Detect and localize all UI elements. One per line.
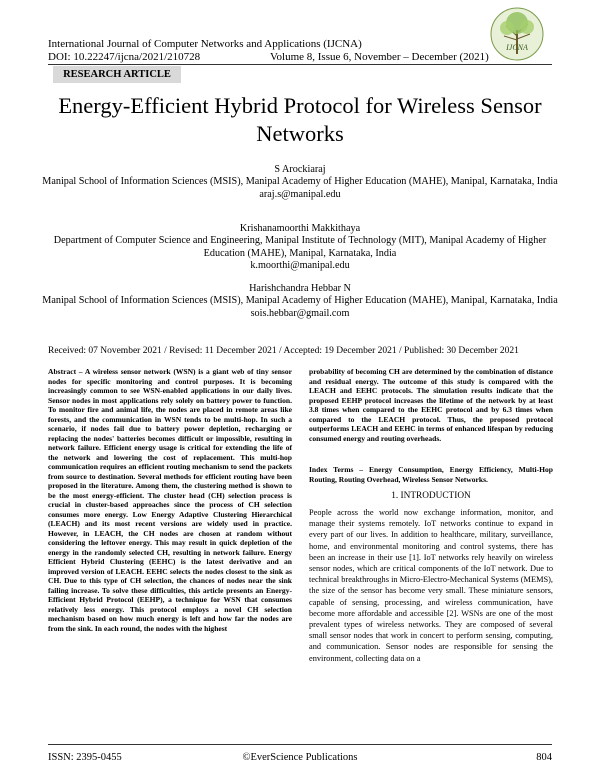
author-name: S Arockiaraj xyxy=(274,164,326,175)
footer-issn: ISSN: 2395-0455 xyxy=(48,752,122,763)
author-email[interactable]: k.moorthi@manipal.edu xyxy=(250,260,350,272)
publication-dates: Received: 07 November 2021 / Revised: 11 December 2021 / Accepted: 19 December 2021 / Published: 30 December 2021 xyxy=(48,346,519,356)
doi: DOI: 10.22247/ijcna/2021/210728 xyxy=(48,51,201,63)
abstract-left-column: Abstract – A wireless sensor network (WSN) is a giant web of tiny sensor nodes for specific monitoring and control purposes. It is becoming increasingly common to see WSN-enabled applications in our daily lives. Sensor nodes in most applications rely solely on battery power to function. To monitor fire and animal life, the nodes are placed in remote areas like forests, and the communication in WSN tends to be multi-hop. In such a scenario, if nodes fail due to battery power depletion, recharging or replacing the nodes' batteries becomes difficult or impossible, resulting in network failure. Efficient energy usage is critical for extending the life of the network and lowering the cost of replacement. This multi-hop communication requires an efficient routing mechanism to send the packets from source to destination. Several methods for efficient routing have been proposed in the literature. Among them, the clustering method is shown to be the most energy-efficient. The cluster head (CH) selection process is crucial in cluster-based approaches since the process of CH selection consumes more energy. Low Energy Adaptive Clustering Hierarchical (LEACH) and its most recent versions are widely used in practice. However, in LEACH, the CH nodes are chosen at random without considering the leftover energy. This may result in quick depletion of the energy in the randomly selected CH, resulting in network failure. Energy Efficient Hybrid Clustering (EEHC) is the latest derivative and an improved version of LEACH. EEHC selects the nodes closest to the sink as CH. Due to this type of CH selection, the chances of nodes near the sink failing increase. To solve these difficulties, this article presents an Energy-Efficient Hybrid Protocol (EEHP), a technique for WSN that consumes relatively less energy. This protocol employs a novel CH selection mechanism based on how much energy is left and how far the nodes are from the sink. In each round, the nodes with the highest xyxy=(48,367,292,633)
footer-rule xyxy=(48,744,552,745)
author-name: Harishchandra Hebbar N xyxy=(249,283,351,294)
doi-line xyxy=(48,51,498,63)
article-type-badge: RESEARCH ARTICLE xyxy=(53,66,181,83)
author-name: Krishanamoorthi Makkithaya xyxy=(239,223,361,234)
journal-name: International Journal of Computer Networks and Applications (IJCNA) xyxy=(48,38,362,50)
author-block xyxy=(40,283,560,320)
author-email[interactable]: sois.hebbar@gmail.com xyxy=(250,307,350,319)
volume-issue: Volume 8, Issue 6, November – December (2021) xyxy=(270,51,489,63)
author-affiliation: Manipal School of Information Sciences (MSIS), Manipal Academy of Higher Education (MAHE), Manipal, Karnataka, India xyxy=(42,176,558,188)
logo-text: IJCNA xyxy=(506,43,528,52)
author-block xyxy=(40,164,560,201)
footer-publisher: ©EverScience Publications xyxy=(242,752,358,763)
author-block xyxy=(40,223,560,273)
introduction-text: People across the world now exchange information, monitor, and manage their systems remotely. IoT networks continue to expand in every part of our lives. In addition to healthcare, military, surveillance, home, and environmental monitoring and control systems, there has been an increase in their use [1]. IoT networks rely heavily on wireless sensor nodes, which are critical components of the IoT network. Due to technical breakthroughs in Micro-Electro-Mechanical Systems (MEMS), the size of the sensor has become very small. These miniature sensors, capable of sensing, processing, and wireless communication, have become more affordable and accessible [2]. WSNs are one of the most prevalent types of wireless networks. They are composed of several small sensor nodes that work in concert to perform sensing, computing, and communication. Sensor nodes are responsible for sensing the environment, collecting data on a xyxy=(309,508,553,663)
page-number: 804 xyxy=(536,752,552,763)
paper-title: Energy-Efficient Hybrid Protocol for Wireless Sensor Networks xyxy=(58,93,542,146)
header-rule xyxy=(48,64,552,65)
author-email[interactable]: araj.s@manipal.edu xyxy=(259,188,341,200)
author-affiliation: Manipal School of Information Sciences (MSIS), Manipal Academy of Higher Education (MAHE), Manipal, Karnataka, India xyxy=(42,295,558,307)
journal-logo xyxy=(486,6,548,62)
author-affiliation: Department of Computer Science and Engineering, Manipal Institute of Technology (MIT), Manipal Academy of Higher Education (MAHE), Manipal, Karnataka, India xyxy=(53,235,547,259)
abstract-right-column: probability of becoming CH are determined by the combination of distance and residual energy. The outcome of this study is compared with the LEACH and EEHC protocols. The simulation results indicate that the proposed EEHP protocol increases the lifetime of the network by at least 3.8 times when compared to the EEHC protocol and by 6.3 times when compared to the LEACH protocol. Thus, the proposed protocol outperforms LEACH and EEHC in terms of enhanced lifespan by reducing consumed energy and routing overheads. xyxy=(309,367,553,443)
index-terms: Index Terms – Energy Consumption, Energy Efficiency, Multi-Hop Routing, Routing Overhead, Wireless Sensor Networks. xyxy=(309,465,553,484)
section-heading: 1. INTRODUCTION xyxy=(391,491,471,501)
